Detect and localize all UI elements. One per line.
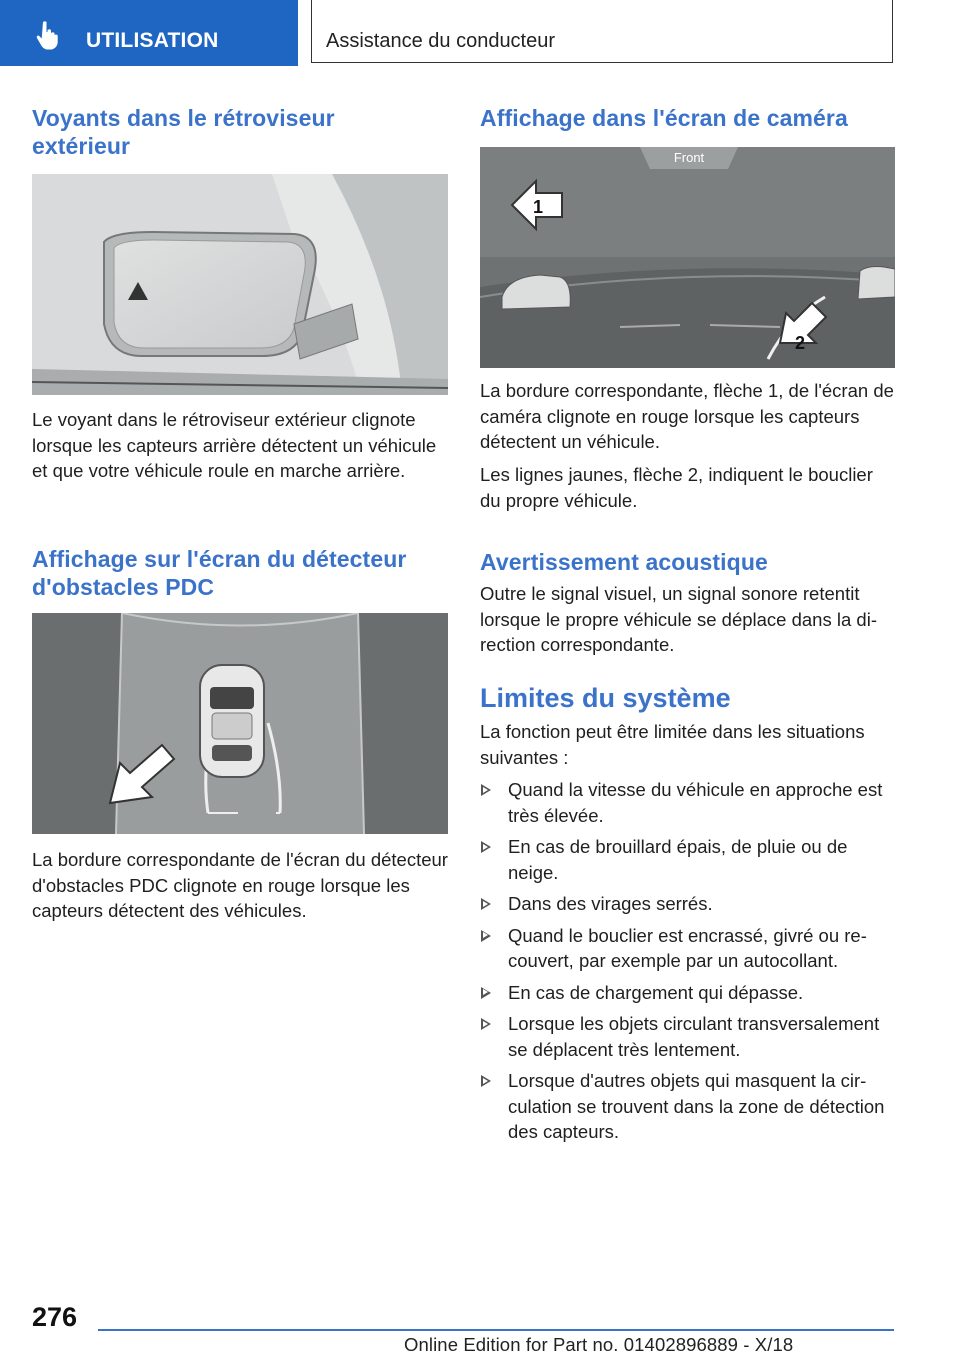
mirror-illustration bbox=[32, 174, 448, 395]
bullet-triangle-icon bbox=[481, 930, 491, 942]
chapter-header bbox=[311, 0, 893, 63]
section-title-acoustic: Avertissement acoustique bbox=[480, 549, 768, 575]
camera-front-label: Front bbox=[673, 150, 705, 165]
pointing-hand-icon bbox=[32, 20, 62, 50]
footer-edition: Online Edition for Part no. 01402896889 - X/18 bbox=[404, 1334, 794, 1355]
list-item: En cas de chargement qui dépasse. bbox=[480, 980, 895, 1006]
camera-description-1: La bordure correspondante, flèche 1, de l'écran de caméra clignote en rouge lorsque les capteurs détectent un véhicule. bbox=[480, 380, 894, 452]
section-title-camera: Affichage dans l'écran de caméra bbox=[480, 105, 848, 131]
page-number: 276 bbox=[32, 1302, 78, 1332]
camera-display-illustration bbox=[480, 147, 895, 368]
list-item: Quand la vitesse du véhicule en approche est très élevée. bbox=[480, 777, 895, 828]
list-item: Dans des virages serrés. bbox=[480, 891, 895, 917]
section-title-limits: Limites du système bbox=[480, 683, 731, 713]
list-item: Quand le bouclier est encrassé, givré ou recouvert, par exemple par un autocollant. bbox=[480, 923, 895, 974]
section-title-pdc: Affichage sur l'écran du détecteur d'obstacles PDC bbox=[32, 546, 407, 600]
bullet-triangle-icon bbox=[481, 898, 491, 910]
list-item: Lorsque les objets circulant transversalement se déplacent très lentement. bbox=[480, 1011, 895, 1062]
limits-list bbox=[480, 777, 895, 1151]
chapter-title: Assistance du conducteur bbox=[326, 30, 556, 52]
limits-intro: La fonction peut être limitée dans les situations suivantes : bbox=[480, 721, 865, 768]
mirror-description: Le voyant dans le rétroviseur extérieur clignote lorsque les capteurs arrière détectent un véhicule et que votre véhicule roule en marche arrière. bbox=[32, 409, 437, 481]
car-topview-icon bbox=[200, 665, 264, 777]
svg-text:1: 1 bbox=[532, 197, 544, 217]
bullet-triangle-icon bbox=[481, 784, 491, 796]
bullet-triangle-icon bbox=[481, 1018, 491, 1030]
list-item: En cas de brouillard épais, de pluie ou de neige. bbox=[480, 834, 895, 885]
section-title-mirror: Voyants dans le rétroviseur extérieur bbox=[32, 105, 335, 159]
section-tab bbox=[0, 0, 298, 66]
bullet-triangle-icon bbox=[481, 841, 491, 853]
bullet-triangle-icon bbox=[481, 1075, 491, 1087]
section-label: UTILISATION bbox=[86, 29, 219, 52]
footer-divider bbox=[98, 1329, 894, 1331]
camera-description-2: Les lignes jaunes, flèche 2, indiquent le bouclier du propre véhicule. bbox=[480, 464, 873, 511]
acoustic-description: Outre le signal visuel, un signal sonore retentit lorsque le propre véhicule se déplace dans la direction correspondante. bbox=[480, 583, 877, 655]
pdc-display-illustration bbox=[32, 613, 448, 834]
bullet-triangle-icon bbox=[481, 987, 491, 999]
pdc-description: La bordure correspondante de l'écran du détecteur d'obstacles PDC clignote en rouge lorsque les capteurs détectent des véhicules. bbox=[32, 849, 448, 921]
svg-text:2: 2 bbox=[794, 333, 806, 353]
list-item: Lorsque d'autres objets qui masquent la circulation se trouvent dans la zone de détection des capteurs. bbox=[480, 1068, 895, 1145]
